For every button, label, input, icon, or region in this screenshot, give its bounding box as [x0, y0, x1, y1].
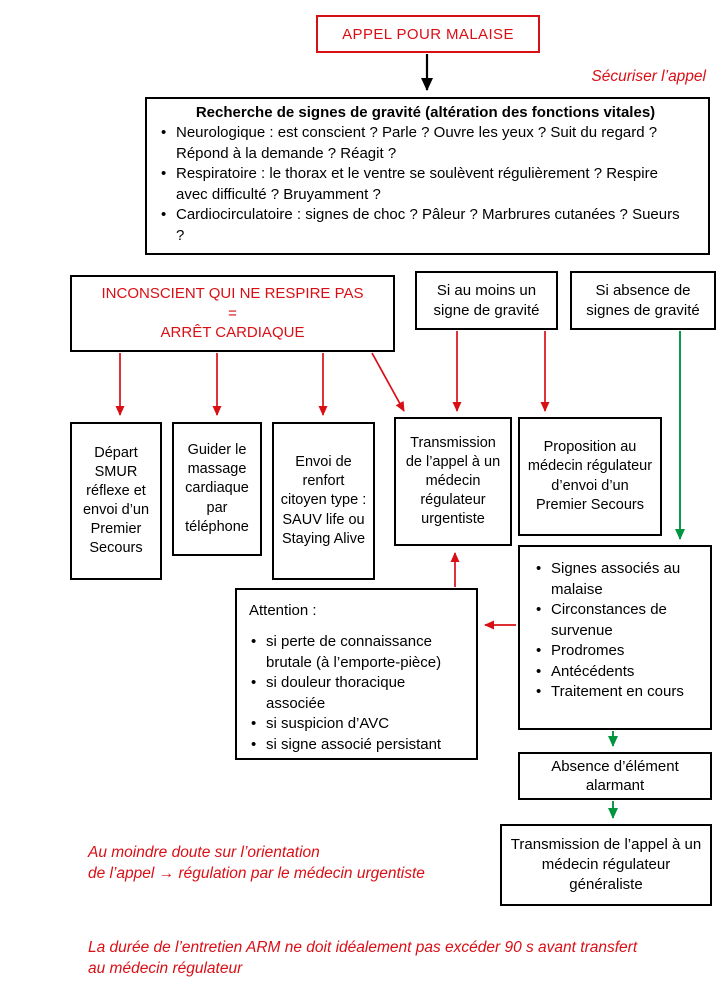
box-massage-telephone: [172, 422, 262, 556]
bullet-item: • si perte de connaissance brutale (à l’emporte-pièce): [249, 632, 468, 673]
doubt-line1: Au moindre doute sur l’orientation: [88, 844, 320, 861]
attention-bullet-list: [249, 632, 468, 755]
title-box: [316, 15, 540, 53]
bullet-item: • si signe associé persistant: [249, 735, 468, 756]
box-proposition-premier-secours: [518, 417, 662, 536]
bullet-item: • Prodromes: [534, 641, 704, 662]
gravity-bullet-list: [159, 123, 692, 246]
arrow-arrest-to-urgentiste: [372, 353, 404, 411]
duration-line1: La durée de l’entretien ARM ne doit idéalement pas excéder 90 s avant transfert: [88, 939, 638, 956]
proposition-label: Proposition au médecin régulateur d’envoi d’un Premier Secours: [527, 439, 653, 513]
generaliste-label: Transmission de l’appel à un médecin régulateur généraliste: [510, 836, 702, 893]
gravity-title: Recherche de signes de gravité (altération des fonctions vitales): [195, 104, 656, 121]
bullet-item: • si suspicion d’AVC: [249, 714, 468, 735]
box-transmission-urgentiste: [394, 417, 512, 546]
massage-label: Guider le massage cardiaque par téléphone: [185, 442, 249, 535]
page-title: APPEL POUR MALAISE: [342, 25, 514, 43]
smur-label: Départ SMUR réflexe et envoi d’un Premier Secours: [82, 444, 150, 557]
bullet-item: • si douleur thoracique associée: [249, 673, 468, 714]
bullet-item: • Antécédents: [534, 662, 704, 683]
note-duree-entretien: [88, 938, 720, 980]
box-transmission-generaliste: [500, 824, 712, 906]
bullet-item: • Cardiocirculatoire : signes de choc ? Pâleur ? Marbrures cutanées ? Sueurs ?: [159, 205, 692, 246]
box-signe-de-gravite: [415, 271, 558, 330]
urgentiste-label: Transmission de l’appel à un médecin régulateur urgentiste: [405, 434, 501, 528]
no-severity-label: Si absence de signes de gravité: [586, 282, 700, 319]
box-attention: [235, 588, 478, 760]
arrest-line2: =: [228, 304, 237, 322]
attention-title: Attention :: [249, 602, 317, 619]
note-moindre-doute: [88, 843, 518, 885]
bullet-item: • Circonstances de survenue: [534, 600, 704, 641]
renfort-label: Envoi de renfort citoyen type : SAUV life ou Staying Alive: [280, 454, 367, 547]
note-securiser-appel: Sécuriser l’appel: [591, 68, 706, 85]
box-signes-associes: [518, 545, 712, 730]
no-alarm-label: Absence d’élément alarmant: [551, 757, 679, 794]
bullet-item: • Traitement en cours: [534, 682, 704, 703]
box-absence-element-alarmant: [518, 752, 712, 800]
doubt-line2: de l’appel → régulation par le médecin urgentiste: [88, 864, 425, 882]
box-arret-cardiaque: [70, 275, 395, 352]
arrest-line1: INCONSCIENT QUI NE RESPIRE PAS: [101, 284, 364, 302]
box-depart-smur: [70, 422, 162, 580]
box-recherche-gravite: [145, 97, 710, 255]
severity-label: Si au moins un signe de gravité: [433, 282, 540, 319]
box-renfort-citoyen: [272, 422, 375, 580]
arrest-line3: ARRÊT CARDIAQUE: [160, 324, 305, 342]
box-absence-de-gravite: [570, 271, 716, 330]
bullet-item: • Respiratoire : le thorax et le ventre se soulèvent régulièrement ? Respire avec difficulté ? Bruyamment ?: [159, 164, 692, 205]
bullet-item: • Signes associés au malaise: [534, 559, 704, 600]
bullet-item: • Neurologique : est conscient ? Parle ? Ouvre les yeux ? Suit du regard ? Répond à la demande ? Réagit ?: [159, 123, 692, 164]
assessment-bullet-list: [534, 559, 704, 703]
duration-line2: au médecin régulateur: [88, 959, 243, 977]
